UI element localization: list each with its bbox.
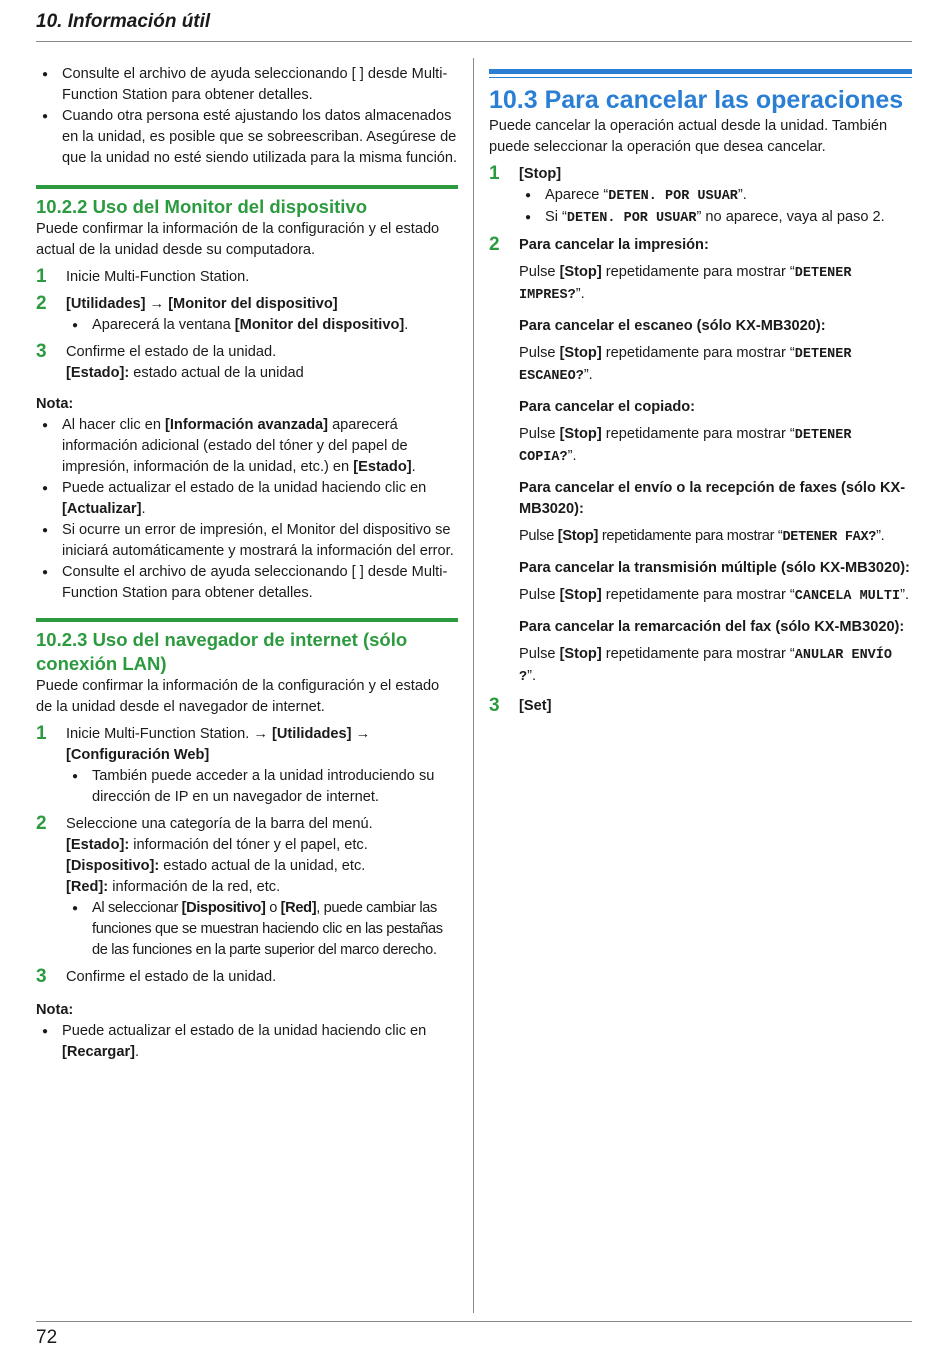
section-title-10-2-2: 10.2.2 Uso del Monitor del dispositivo (36, 185, 458, 219)
step-1 (489, 164, 912, 229)
nota-bullet (36, 415, 458, 478)
column-divider (473, 58, 474, 1313)
dispositivo-text: estado actual de la unidad, etc. (159, 858, 366, 874)
section-intro: Puede confirmar la información de la configuración y el estado actual de la unidad desde su computadora. (36, 221, 440, 258)
info-avanzada: [Información avanzada] (165, 417, 329, 433)
instruction-text: repetidamente para mostrar “ (598, 528, 783, 544)
instruction-text: Pulse (519, 587, 560, 603)
nota-bullet (36, 1021, 458, 1063)
instruction-text: repetidamente para mostrar “ (601, 264, 795, 280)
menu-configuracion-web: [Configuración Web] (66, 747, 210, 763)
display-message: DETENER ESCANEO? (519, 347, 852, 384)
instruction (519, 644, 912, 688)
instruction-text: ”. (583, 367, 593, 383)
section-intro: Puede confirmar la información de la configuración y el estado de la unidad desde el navegador de internet. (36, 678, 440, 715)
step-2 (36, 294, 458, 336)
stop-key: [Stop] (559, 345, 602, 361)
estado-text: estado actual de la unidad (129, 365, 304, 381)
step-bullet: ● También puede acceder a la unidad introduciendo su dirección de IP en un navegador de internet. (66, 766, 458, 808)
menu-utilidades: [Utilidades] (272, 726, 352, 742)
nota-bullet: ● Consulte el archivo de ayuda seleccionando [ ] desde Multi-Function Station para obtener detalles. (36, 562, 458, 604)
stop-key: [Stop] (559, 264, 602, 280)
dispositivo-tab: [Dispositivo] (181, 900, 266, 916)
intro-bullet: ● Consulte el archivo de ayuda seleccionando [ ] desde Multi-Function Station para obtener detalles. (36, 64, 458, 106)
estado-label: [Estado]: (66, 837, 130, 853)
instruction (519, 343, 912, 387)
instruction (519, 585, 912, 607)
section-rule-thick (489, 69, 912, 74)
right-column (489, 64, 912, 717)
red-tab: [Red] (280, 900, 317, 916)
estado-label: [Estado]: (66, 365, 130, 381)
red-text: información de la red, etc. (108, 879, 281, 895)
step-3 (36, 342, 458, 384)
menu-monitor-dispositivo: [Monitor del dispositivo] (168, 296, 338, 312)
bullet-text: Aparecerá la ventana (92, 317, 235, 333)
step-bullet (66, 315, 458, 336)
instruction (519, 526, 912, 548)
set-key: [Set] (519, 698, 552, 714)
instruction-text: Pulse (519, 646, 560, 662)
stop-key: [Stop] (557, 528, 599, 544)
display-message: DETENER COPIA? (519, 428, 852, 465)
step-number: 1 (36, 723, 47, 744)
estado-tab: [Estado] (353, 459, 412, 475)
actualizar-button: [Actualizar] (62, 501, 142, 517)
instruction-text: repetidamente para mostrar “ (601, 345, 795, 361)
step-number: 3 (489, 695, 500, 716)
display-message: DETEN. POR USUAR (566, 211, 697, 226)
bullet-text: Al hacer clic en (62, 417, 166, 433)
stop-key: [Stop] (559, 646, 602, 662)
intro-bullet: ● Cuando otra persona esté ajustando los datos almacenados en la unidad, es posible que se sobreescriban. Asegúrese de que la unidad no esté siendo utilizada para la misma función. (36, 106, 458, 169)
subheading: Para cancelar la impresión: (519, 237, 709, 253)
nota-bullet (36, 478, 458, 520)
nota-bullet: ● Si ocurre un error de impresión, el Monitor del dispositivo se iniciará automáticamente y mostrará la información del error. (36, 520, 458, 562)
instruction-text: Pulse (519, 345, 560, 361)
bullet-text: Puede actualizar el estado de la unidad haciendo clic en (62, 1023, 427, 1039)
instruction-text: repetidamente para mostrar “ (601, 646, 795, 662)
subheading: Para cancelar el envío o la recepción de faxes (sólo KX-MB3020): (519, 480, 906, 517)
dispositivo-label: [Dispositivo]: (66, 858, 160, 874)
step-number: 3 (36, 966, 47, 987)
instruction-text: Pulse (519, 264, 560, 280)
bullet-text: . (404, 317, 409, 333)
bullet-text: . (411, 459, 416, 475)
instruction-text: Pulse (519, 426, 560, 442)
instruction-text: ”. (900, 587, 910, 603)
step-1 (36, 724, 458, 808)
subheading: Para cancelar el copiado: (519, 399, 696, 415)
window-name: [Monitor del dispositivo] (234, 317, 405, 333)
step-bullet (519, 185, 912, 207)
instruction (519, 424, 912, 468)
arrow-icon: → (149, 296, 165, 312)
header-rule (36, 41, 912, 42)
subheading: Para cancelar la transmisión múltiple (sólo KX-MB3020): (519, 560, 910, 576)
stop-key: [Stop] (559, 587, 602, 603)
step-text: Inicie Multi-Function Station. (66, 726, 254, 742)
menu-utilidades: [Utilidades] (66, 296, 146, 312)
section-intro: Puede cancelar la operación actual desde la unidad. También puede seleccionar la operación que desea cancelar. (489, 118, 888, 155)
display-message: DETEN. POR USUAR (608, 189, 738, 204)
bullet-text: Aparece “ (545, 187, 609, 203)
recargar-button: [Recargar] (62, 1044, 135, 1060)
section-title-10-2-3: 10.2.3 Uso del navegador de internet (sólo conexión LAN) (36, 618, 458, 676)
step-number: 2 (489, 234, 500, 255)
step-2 (36, 814, 458, 961)
step-text: Inicie Multi-Function Station. (66, 269, 250, 285)
bullet-text: Puede actualizar el estado de la unidad haciendo clic en (62, 480, 427, 496)
instruction-text: repetidamente para mostrar “ (601, 587, 795, 603)
instruction-text: ”. (527, 668, 537, 684)
bullet-text: ” no aparece, vaya al paso 2. (696, 209, 885, 225)
bullet-text: . (141, 501, 146, 517)
instruction-text: ”. (567, 448, 577, 464)
bullet-text: Si “ (545, 209, 567, 225)
bullet-text: Al seleccionar (92, 900, 182, 916)
display-message: DETENER IMPRES? (519, 266, 852, 303)
step-3 (36, 967, 458, 988)
nota-title: Nota: (36, 1002, 74, 1018)
page-number: 72 (36, 1327, 58, 1348)
left-column (36, 64, 458, 1063)
step-number: 2 (36, 813, 47, 834)
nota-title: Nota: (36, 396, 74, 412)
stop-key: [Stop] (519, 166, 562, 182)
bullet-text: ”. (737, 187, 747, 203)
arrow-icon: → (253, 726, 268, 742)
step-text: Seleccione una categoría de la barra del menú. (66, 816, 373, 832)
step-3 (489, 696, 912, 717)
step-number: 1 (36, 266, 47, 287)
instruction-text: ”. (575, 286, 585, 302)
step-bullet (66, 898, 458, 961)
step-number: 2 (36, 293, 47, 314)
instruction-text: repetidamente para mostrar “ (601, 426, 795, 442)
step-2 (489, 235, 912, 688)
red-label: [Red]: (66, 879, 109, 895)
step-text: Confirme el estado de la unidad. (66, 969, 277, 985)
display-message: CANCELA MULTI (794, 589, 901, 604)
step-bullet (519, 207, 912, 229)
bullet-text: aparecerá información adicional (estado del tóner y del papel de impresión, información de la unidad, etc.) en (62, 417, 408, 475)
page-header-title: 10. Información útil (36, 11, 211, 32)
step-number: 3 (36, 341, 47, 362)
section-title-10-3: 10.3 Para cancelar las operaciones (489, 86, 904, 114)
bullet-text: , puede cambiar las funciones que se muestran haciendo clic en las pestañas de las funciones en la parte superior del marco derecho. (92, 900, 443, 958)
step-1 (36, 267, 458, 288)
footer-rule (36, 1321, 912, 1322)
subheading: Para cancelar la remarcación del fax (sólo KX-MB3020): (519, 619, 905, 635)
section-header-10-3 (489, 69, 912, 116)
instruction-text: Pulse (519, 528, 558, 544)
arrow-icon: → (355, 726, 371, 742)
estado-text: información del tóner y el papel, etc. (129, 837, 368, 853)
instruction (519, 262, 912, 306)
subheading: Para cancelar el escaneo (sólo KX-MB3020): (519, 318, 826, 334)
step-number: 1 (489, 163, 500, 184)
display-message: ANULAR ENVÍO ? (519, 648, 892, 685)
bullet-text: . (135, 1044, 140, 1060)
instruction-text: ”. (876, 528, 885, 544)
bullet-text: o (265, 900, 281, 916)
display-message: DETENER FAX? (782, 530, 877, 545)
step-text: Confirme el estado de la unidad. (66, 344, 277, 360)
stop-key: [Stop] (559, 426, 602, 442)
